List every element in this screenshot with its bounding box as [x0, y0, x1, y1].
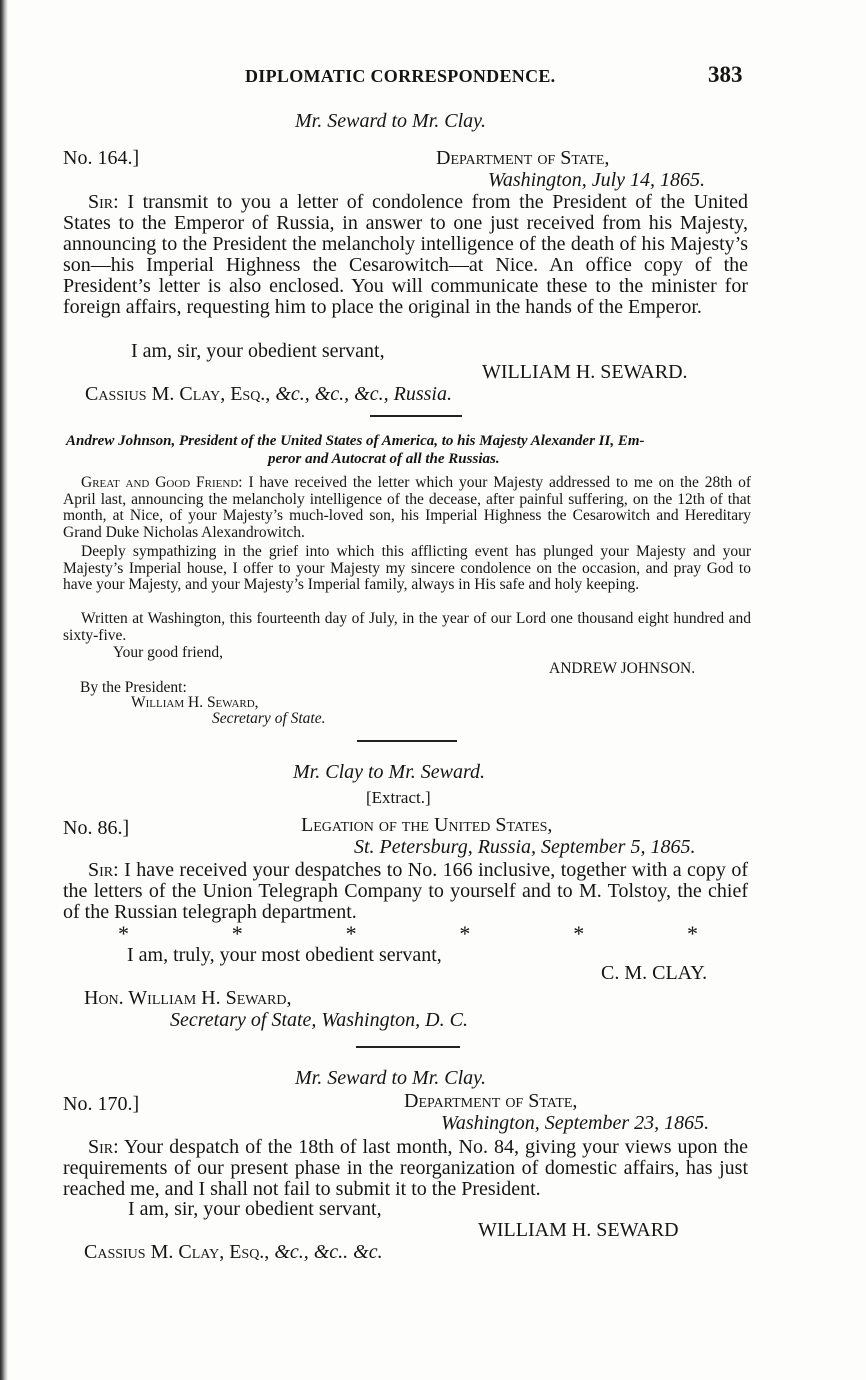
enclosure-text-1: I have received the letter which your Majesty addressed to me on the 28th of April last, announcing the melancholy intelligence of the decease, after painful suffering, on the 12th of that month, at Nice, of your Majesty’s much-loved son, his Imperial Highness the Cesarowitch and Hereditary Grand Duke Nicholas Alexandrowitch. — [63, 474, 752, 541]
closing: I am, sir, your obedient servant, — [131, 340, 385, 362]
addressee-name: Cassius M. Clay, Esq., — [84, 1241, 270, 1263]
addressee-rest: &c., &c.. &c. — [274, 1241, 383, 1263]
body-text: I transmit to you a letter of condolence from the President of the United States to the Emperor of Russia, in answer to one just received from his Majesty, announcing to the President the melancholy intelligence of the death of his Majesty’s son—his Imperial Highness the Cesarowitch—at Nice. An office copy of the President’s letter is also enclosed. You will communicate these to the minister for foreign affairs, requesting him to place the original in the hands of the Emperor. — [63, 191, 748, 318]
sender-legation: Legation of the United States, — [301, 814, 553, 836]
countersign-title: Secretary of State. — [212, 710, 326, 727]
section-rule — [357, 740, 457, 742]
closing: I am, truly, your most obedient servant, — [127, 944, 442, 966]
letter-number: No. 164.] — [63, 147, 140, 169]
addressee-rest: &c., &c., &c., Russia. — [275, 383, 452, 405]
extract-note: [Extract.] — [366, 788, 431, 807]
page-number: 383 — [708, 62, 743, 87]
enclosure-paragraph-3: Written at Washington, this fourteenth day of July, in the year of our Lord one thousand eight hundred and sixty-five. — [63, 610, 751, 644]
letter-heading: Mr. Seward to Mr. Clay. — [295, 1067, 486, 1089]
sender-department: Department of State, — [404, 1090, 578, 1112]
place-date: Washington, September 23, 1865. — [441, 1112, 710, 1134]
running-head-title: DIPLOMATIC CORRESPONDENCE. — [245, 66, 556, 86]
place-date: St. Petersburg, Russia, September 5, 1865. — [354, 836, 696, 858]
star: * — [231, 921, 243, 946]
signature: WILLIAM H. SEWARD — [478, 1219, 679, 1241]
addressee-name: Cassius M. Clay, Esq., — [85, 383, 271, 405]
addressee — [84, 1242, 383, 1263]
letter-body — [63, 1137, 748, 1200]
star: * — [573, 921, 585, 946]
star: * — [118, 921, 129, 946]
letter-body — [63, 860, 748, 923]
addressee-line-2: Secretary of State, Washington, D. C. — [170, 1009, 468, 1031]
body-text: Your despatch of the 18th of last month, No. 84, giving your views upon the requirements of our present phase in the reorganization of domestic affairs, has just reached me, and I shall not fail to submit it to the President. — [63, 1136, 748, 1200]
letter-heading: Mr. Clay to Mr. Seward. — [293, 761, 486, 783]
addressee-line-1: Hon. William H. Seward, — [84, 987, 292, 1009]
ellipsis-stars — [118, 921, 698, 946]
enclosure-signature: ANDREW JOHNSON. — [549, 660, 696, 677]
closing: I am, sir, your obedient servant, — [128, 1198, 382, 1220]
countersign-name: William H. Seward, — [131, 694, 259, 711]
letter-heading: Mr. Seward to Mr. Clay. — [295, 110, 486, 132]
by-president: By the President: — [80, 679, 187, 696]
signature: WILLIAM H. SEWARD. — [482, 361, 688, 383]
star: * — [686, 921, 698, 946]
letter-number: No. 170.] — [63, 1093, 140, 1115]
enclosure-heading-2: peror and Autocrat of all the Russias. — [268, 451, 500, 467]
salutation: Sir: — [88, 1136, 119, 1158]
star: * — [345, 921, 357, 946]
enclosure-heading-1: Andrew Johnson, President of the United States of America, to his Majesty Alexander II, Em- — [66, 433, 645, 449]
addressee — [85, 384, 452, 405]
star: * — [459, 921, 471, 946]
sender-department: Department of State, — [436, 147, 610, 169]
page-binding-edge — [0, 0, 8, 1380]
letter-number: No. 86.] — [63, 817, 130, 839]
letter-body — [63, 192, 748, 318]
enclosure-salutation: Great and Good Friend: — [81, 474, 243, 491]
salutation: Sir: — [88, 859, 119, 881]
section-rule — [370, 415, 462, 417]
salutation: Sir: — [88, 191, 119, 213]
body-text: I have received your despatches to No. 166 inclusive, together with a copy of the letters of the Union Telegraph Company to yourself and to M. Tolstoy, the chief of the Russian telegraph department. — [63, 859, 749, 923]
enclosure-paragraph-2: Deeply sympathizing in the grief into which this afflicting event has plunged your Majesty and your Majesty’s Imperial house, I offer to your Majesty my sincere condolence on the occasion, and pray God to have your Majesty, and your Majesty’s Imperial family, always in His safe and holy keeping. — [63, 543, 751, 594]
section-rule — [356, 1046, 460, 1048]
place-date: Washington, July 14, 1865. — [488, 169, 706, 191]
signature: C. M. CLAY. — [601, 962, 708, 984]
enclosure-closing: Your good friend, — [113, 644, 223, 661]
enclosure-paragraph-1 — [63, 475, 751, 541]
